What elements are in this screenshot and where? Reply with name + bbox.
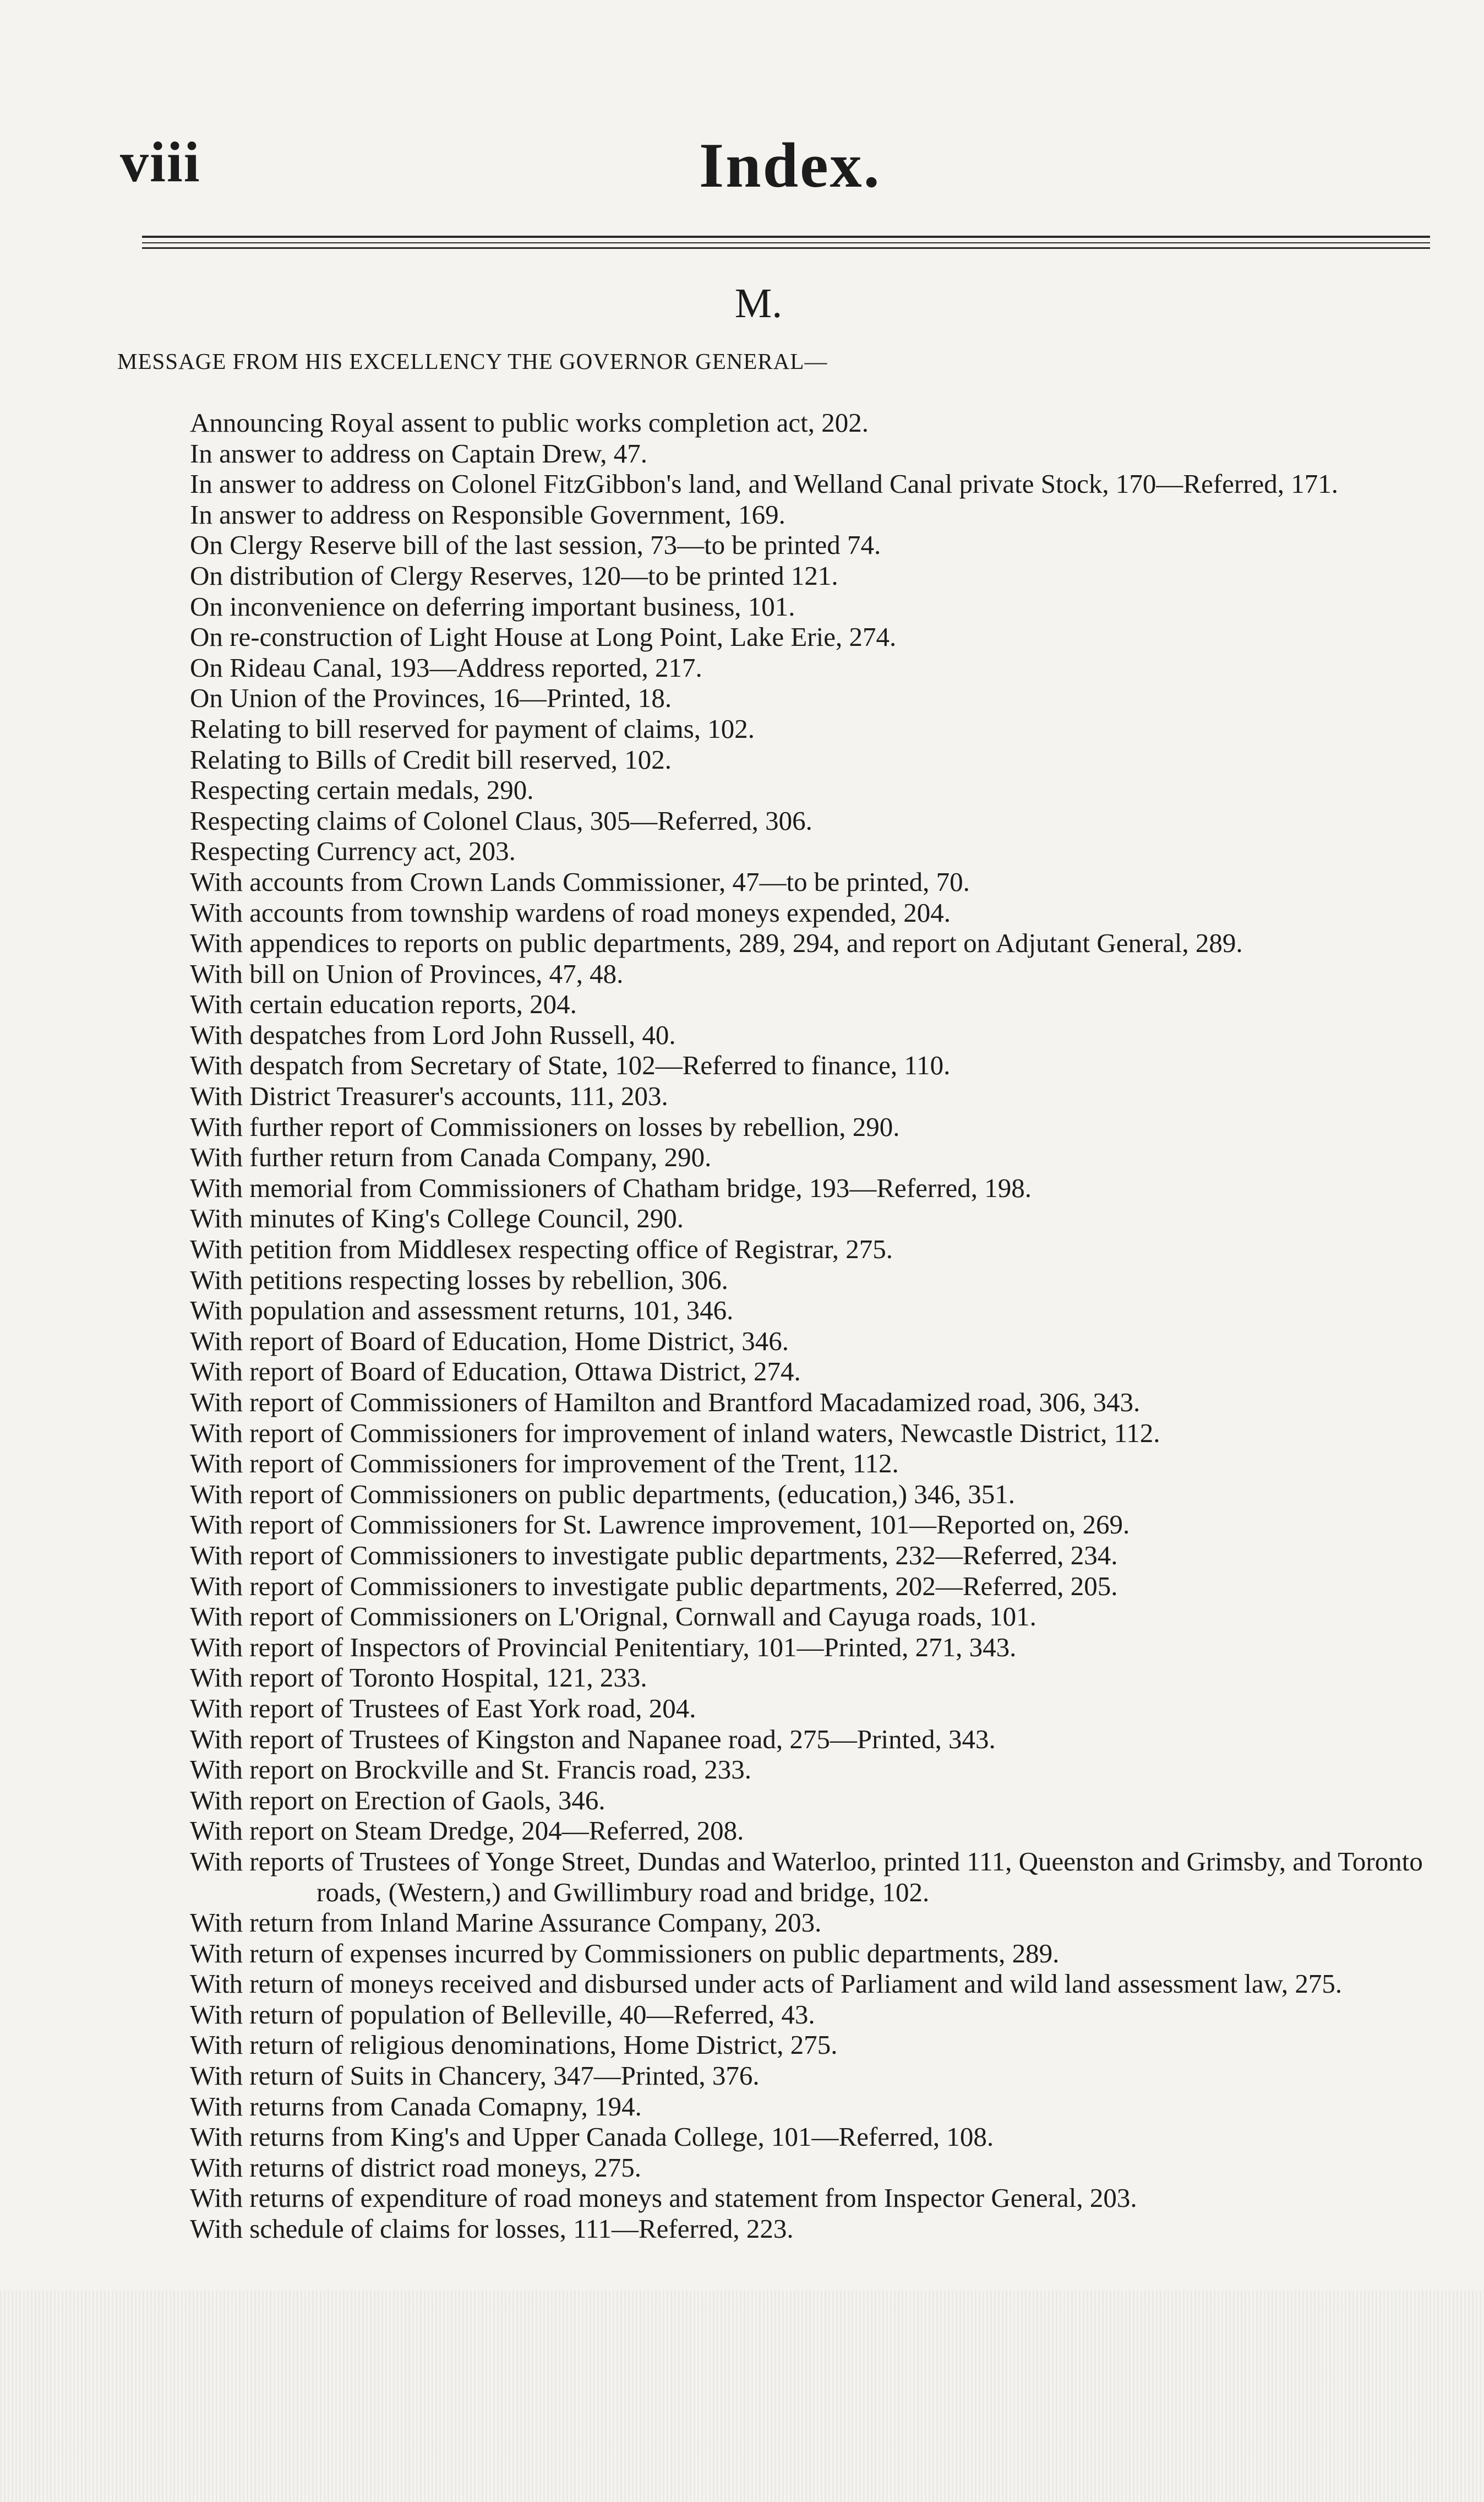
index-entry: Respecting certain medals, 290. bbox=[190, 775, 534, 806]
index-entry: With report on Brockville and St. Francis road, 233. bbox=[190, 1754, 752, 1785]
index-entry: In answer to address on Colonel FitzGibbon's land, and Welland Canal private Stock, 170—Referred, 171. bbox=[190, 469, 1339, 499]
index-entries bbox=[190, 407, 1428, 2244]
index-entry: With report of Board of Education, Ottawa District, 274. bbox=[190, 1356, 801, 1387]
index-entry: With report on Erection of Gaols, 346. bbox=[190, 1785, 605, 1815]
index-entry: With further report of Commissioners on losses by rebellion, 290. bbox=[190, 1111, 900, 1142]
header-rule bbox=[142, 236, 1430, 238]
index-entry: With returns of expenditure of road moneys and statement from Inspector General, 203. bbox=[190, 2183, 1137, 2213]
index-entry: With minutes of King's College Council, 290. bbox=[190, 1203, 684, 1234]
index-entry: With report of Inspectors of Provincial Penitentiary, 101—Printed, 271, 343. bbox=[190, 1631, 1017, 1662]
index-entry: With District Treasurer's accounts, 111, 203. bbox=[190, 1081, 668, 1112]
index-entry: With return of religious denominations, Home District, 275. bbox=[190, 2030, 838, 2060]
index-entry: With petitions respecting losses by rebellion, 306. bbox=[190, 1264, 728, 1295]
index-entry: With report of Commissioners on public departments, (education,) 346, 351. bbox=[190, 1478, 1016, 1509]
index-entry: In answer to address on Responsible Government, 169. bbox=[190, 499, 785, 530]
running-title: Index. bbox=[699, 130, 881, 201]
index-entry: With certain education reports, 204. bbox=[190, 989, 577, 1020]
index-entry: With return of population of Belleville, 40—Referred, 43. bbox=[190, 1999, 815, 2030]
index-entry: Relating to bill reserved for payment of claims, 102. bbox=[190, 713, 755, 744]
index-entry: On Clergy Reserve bill of the last session, 73—to be printed 74. bbox=[190, 530, 881, 561]
index-entry: Relating to Bills of Credit bill reserved, 102. bbox=[190, 744, 672, 775]
index-entry: In answer to address on Captain Drew, 47. bbox=[190, 438, 647, 469]
index-entry: With accounts from Crown Lands Commissioner, 47—to be printed, 70. bbox=[190, 866, 970, 897]
index-entry: With bill on Union of Provinces, 47, 48. bbox=[190, 958, 624, 989]
index-entry: On re-construction of Light House at Long Point, Lake Erie, 274. bbox=[190, 622, 897, 652]
index-entry: With returns from King's and Upper Canada College, 101—Referred, 108. bbox=[190, 2122, 994, 2152]
index-entry: Announcing Royal assent to public works completion act, 202. bbox=[190, 407, 869, 438]
section-letter: M. bbox=[734, 280, 783, 327]
index-entry: With returns of district road moneys, 275. bbox=[190, 2152, 641, 2183]
header-rule bbox=[142, 242, 1430, 243]
section-heading: MESSAGE FROM HIS EXCELLENCY THE GOVERNOR GENERAL— bbox=[117, 349, 828, 374]
index-entry: On inconvenience on deferring important business, 101. bbox=[190, 591, 795, 622]
index-entry: On Union of the Provinces, 16—Printed, 18. bbox=[190, 683, 672, 714]
index-entry: With accounts from township wardens of road moneys expended, 204. bbox=[190, 897, 951, 928]
index-entry: With memorial from Commissioners of Chatham bridge, 193—Referred, 198. bbox=[190, 1172, 1032, 1203]
index-entry: With petition from Middlesex respecting office of Registrar, 275. bbox=[190, 1234, 893, 1265]
index-entry: With report of Commissioners on L'Orignal, Cornwall and Cayuga roads, 101. bbox=[190, 1601, 1036, 1632]
index-entry: With return of expenses incurred by Commissioners on public departments, 289. bbox=[190, 1938, 1060, 1968]
index-entry: With despatch from Secretary of State, 102—Referred to finance, 110. bbox=[190, 1050, 951, 1081]
index-entry: On distribution of Clergy Reserves, 120—to be printed 121. bbox=[190, 560, 838, 591]
index-entry: With appendices to reports on public departments, 289, 294, and report on Adjutant General, 289. bbox=[190, 928, 1243, 959]
index-entry: Respecting Currency act, 203. bbox=[190, 836, 516, 867]
index-entry: With report of Trustees of Kingston and Napanee road, 275—Printed, 343. bbox=[190, 1723, 996, 1754]
index-entry: With population and assessment returns, 101, 346. bbox=[190, 1295, 734, 1326]
index-entry: With report of Commissioners of Hamilton and Brantford Macadamized road, 306, 343. bbox=[190, 1387, 1141, 1417]
index-entry: With report of Commissioners to investigate public departments, 202—Referred, 205. bbox=[190, 1570, 1118, 1601]
index-entry: With report on Steam Dredge, 204—Referred, 208. bbox=[190, 1815, 744, 1846]
scan-texture bbox=[0, 2291, 1484, 2502]
index-entry: With return of moneys received and disbursed under acts of Parliament and wild land assessment law, 275. bbox=[190, 1968, 1343, 1999]
index-entry: With return from Inland Marine Assurance Company, 203. bbox=[190, 1907, 822, 1938]
index-entry: With report of Board of Education, Home District, 346. bbox=[190, 1325, 789, 1356]
index-entry: On Rideau Canal, 193—Address reported, 217. bbox=[190, 652, 702, 683]
page-number: viii bbox=[120, 130, 201, 194]
index-entry: With report of Trustees of East York road, 204. bbox=[190, 1693, 696, 1723]
index-entry: With schedule of claims for losses, 111—Referred, 223. bbox=[190, 2213, 794, 2244]
index-entry: Respecting claims of Colonel Claus, 305—Referred, 306. bbox=[190, 805, 812, 836]
index-entry: With report of Commissioners to investigate public departments, 232—Referred, 234. bbox=[190, 1540, 1118, 1570]
index-entry: With further return from Canada Company, 290. bbox=[190, 1142, 712, 1173]
index-entry: With reports of Trustees of Yonge Street, Dundas and Waterloo, printed 111, Queenston and Grimsby, and Toronto roads, (Western,) and Gwillimbury road and bridge, 102. bbox=[190, 1846, 1423, 1907]
index-entry: With return of Suits in Chancery, 347—Printed, 376. bbox=[190, 2060, 760, 2091]
index-entry: With returns from Canada Comapny, 194. bbox=[190, 2091, 642, 2122]
header-rule bbox=[142, 247, 1430, 249]
index-entry: With report of Commissioners for St. Lawrence improvement, 101—Reported on, 269. bbox=[190, 1509, 1130, 1540]
index-entry: With despatches from Lord John Russell, 40. bbox=[190, 1019, 676, 1050]
index-entry: With report of Commissioners for improvement of the Trent, 112. bbox=[190, 1448, 899, 1479]
index-entry: With report of Toronto Hospital, 121, 233. bbox=[190, 1662, 647, 1693]
index-entry: With report of Commissioners for improvement of inland waters, Newcastle District, 112. bbox=[190, 1417, 1160, 1448]
